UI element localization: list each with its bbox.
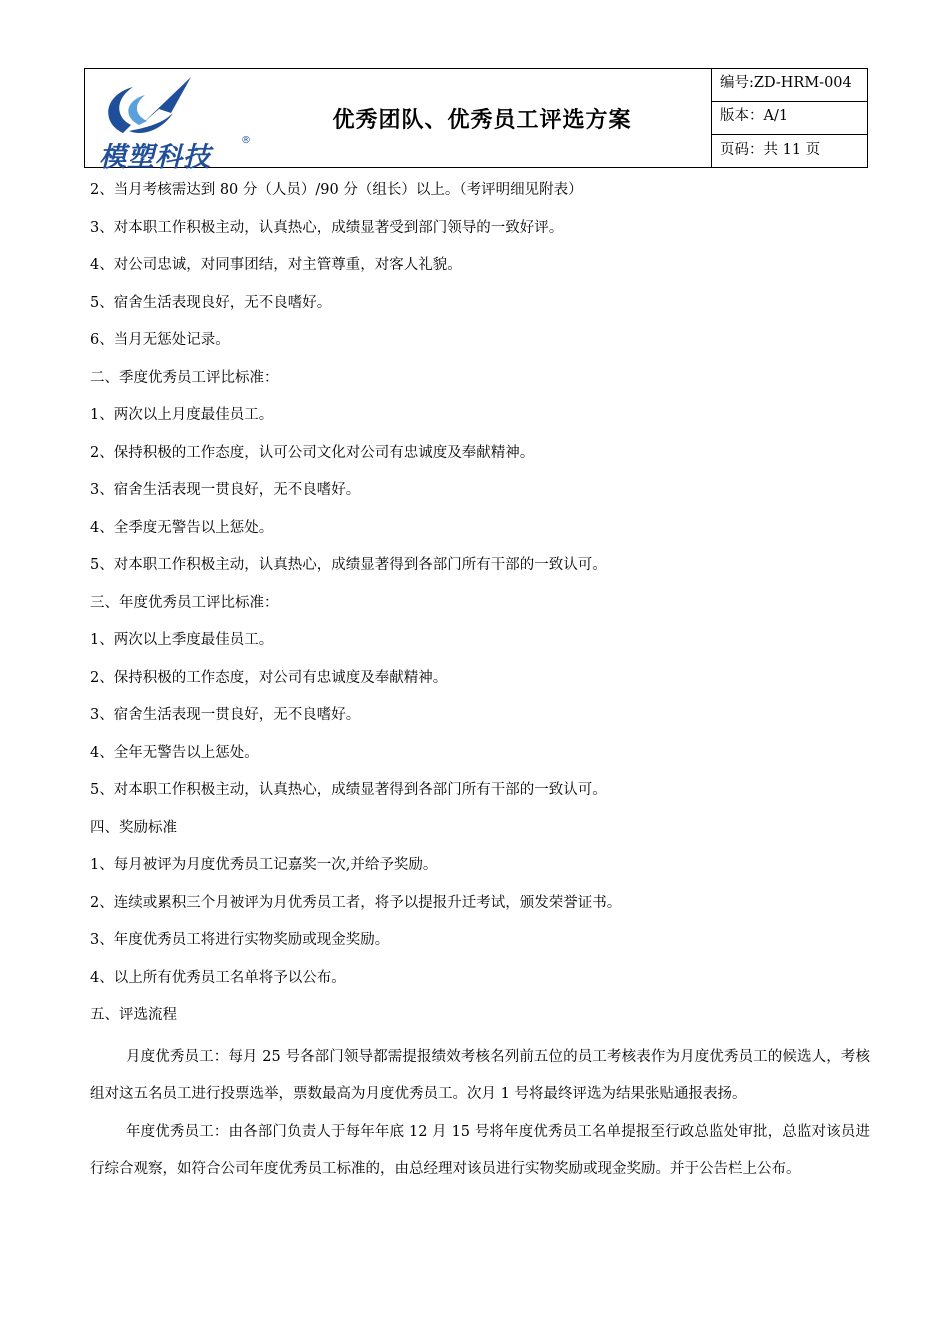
- logo-text: 模塑科技: [99, 142, 211, 173]
- document-number: 编号:ZD-HRM-004: [712, 69, 867, 102]
- body-line: 1、两次以上季度最佳员工。: [90, 632, 274, 648]
- title-cell: [253, 69, 711, 167]
- document-header: [84, 68, 868, 173]
- document-meta: [711, 69, 867, 167]
- body-line: 2、保持积极的工作态度，认可公司文化对公司有忠诚度及奉献精神。: [90, 444, 535, 461]
- section-heading: 五、评选流程: [90, 1007, 177, 1023]
- body-line: 2、当月考核需达到 80 分（人员）/90 分（组长）以上。（考评明细见附表）: [90, 182, 583, 198]
- company-logo: [85, 69, 253, 173]
- body-line: 5、对本职工作积极主动，认真热心，成绩显著得到各部门所有干部的一致认可。: [90, 557, 607, 573]
- body-line: 6、当月无惩处记录。: [90, 332, 230, 348]
- body-line: 1、两次以上月度最佳员工。: [90, 407, 274, 423]
- body-line: 4、以上所有优秀员工名单将予以公布。: [90, 969, 346, 986]
- body-line: 5、宿舍生活表现良好，无不良嗜好。: [90, 294, 332, 311]
- section-heading: 二、季度优秀员工评比标准：: [90, 369, 279, 386]
- monthly-process-paragraph: 月度优秀员工：每月 25 号各部门领导都需提报绩效考核名列前五位的员工考核表作为月度优秀员工的候选人，考核组对这五名员工进行投票选举，票数最高为月度优秀员工。次月 1 号将最终评选为结果张贴通报表扬。: [90, 1048, 870, 1102]
- annual-process-paragraph: 年度优秀员工：由各部门负责人于每年年底 12 月 15 号将年度优秀员工名单提报至行政总监处审批，总监对该员进行综合观察，如符合公司年度优秀员工标准的，由总经理对该员进行实物奖励或现金奖励。并于公告栏上公布。: [90, 1123, 870, 1177]
- registered-mark: ®: [241, 135, 251, 146]
- body-line: 4、全年无警告以上惩处。: [90, 744, 259, 761]
- section-heading: 三、年度优秀员工评比标准：: [90, 594, 279, 611]
- logo-swoosh-icon: [93, 73, 203, 139]
- body-line: 2、保持积极的工作态度，对公司有忠诚度及奉献精神。: [90, 669, 448, 686]
- body-line: 3、对本职工作积极主动，认真热心，成绩显著受到部门领导的一致好评。: [90, 219, 564, 236]
- document-title: 优秀团队、优秀员工评选方案: [332, 106, 632, 133]
- document-version: 版本：A/1: [712, 102, 867, 135]
- document-body: [90, 176, 870, 1189]
- body-line: 3、年度优秀员工将进行实物奖励或现金奖励。: [90, 932, 390, 948]
- body-line: 1、每月被评为月度优秀员工记嘉奖一次,并给予奖励。: [90, 857, 438, 873]
- body-line: 2、连续或累积三个月被评为月优秀员工者，将予以提报升迁考试，颁发荣誉证书。: [90, 894, 622, 911]
- body-line: 5、对本职工作积极主动，认真热心，成绩显著得到各部门所有干部的一致认可。: [90, 782, 607, 798]
- body-line: 4、对公司忠诚，对同事团结，对主管尊重，对客人礼貌。: [90, 257, 462, 273]
- page-count: 页码：共 11 页: [720, 142, 821, 158]
- body-line: 4、全季度无警告以上惩处。: [90, 519, 274, 536]
- section-heading: 四、奖励标准: [90, 819, 177, 836]
- body-line: 3、宿舍生活表现一贯良好，无不良嗜好。: [90, 707, 361, 723]
- body-line: 3、宿舍生活表现一贯良好，无不良嗜好。: [90, 482, 361, 498]
